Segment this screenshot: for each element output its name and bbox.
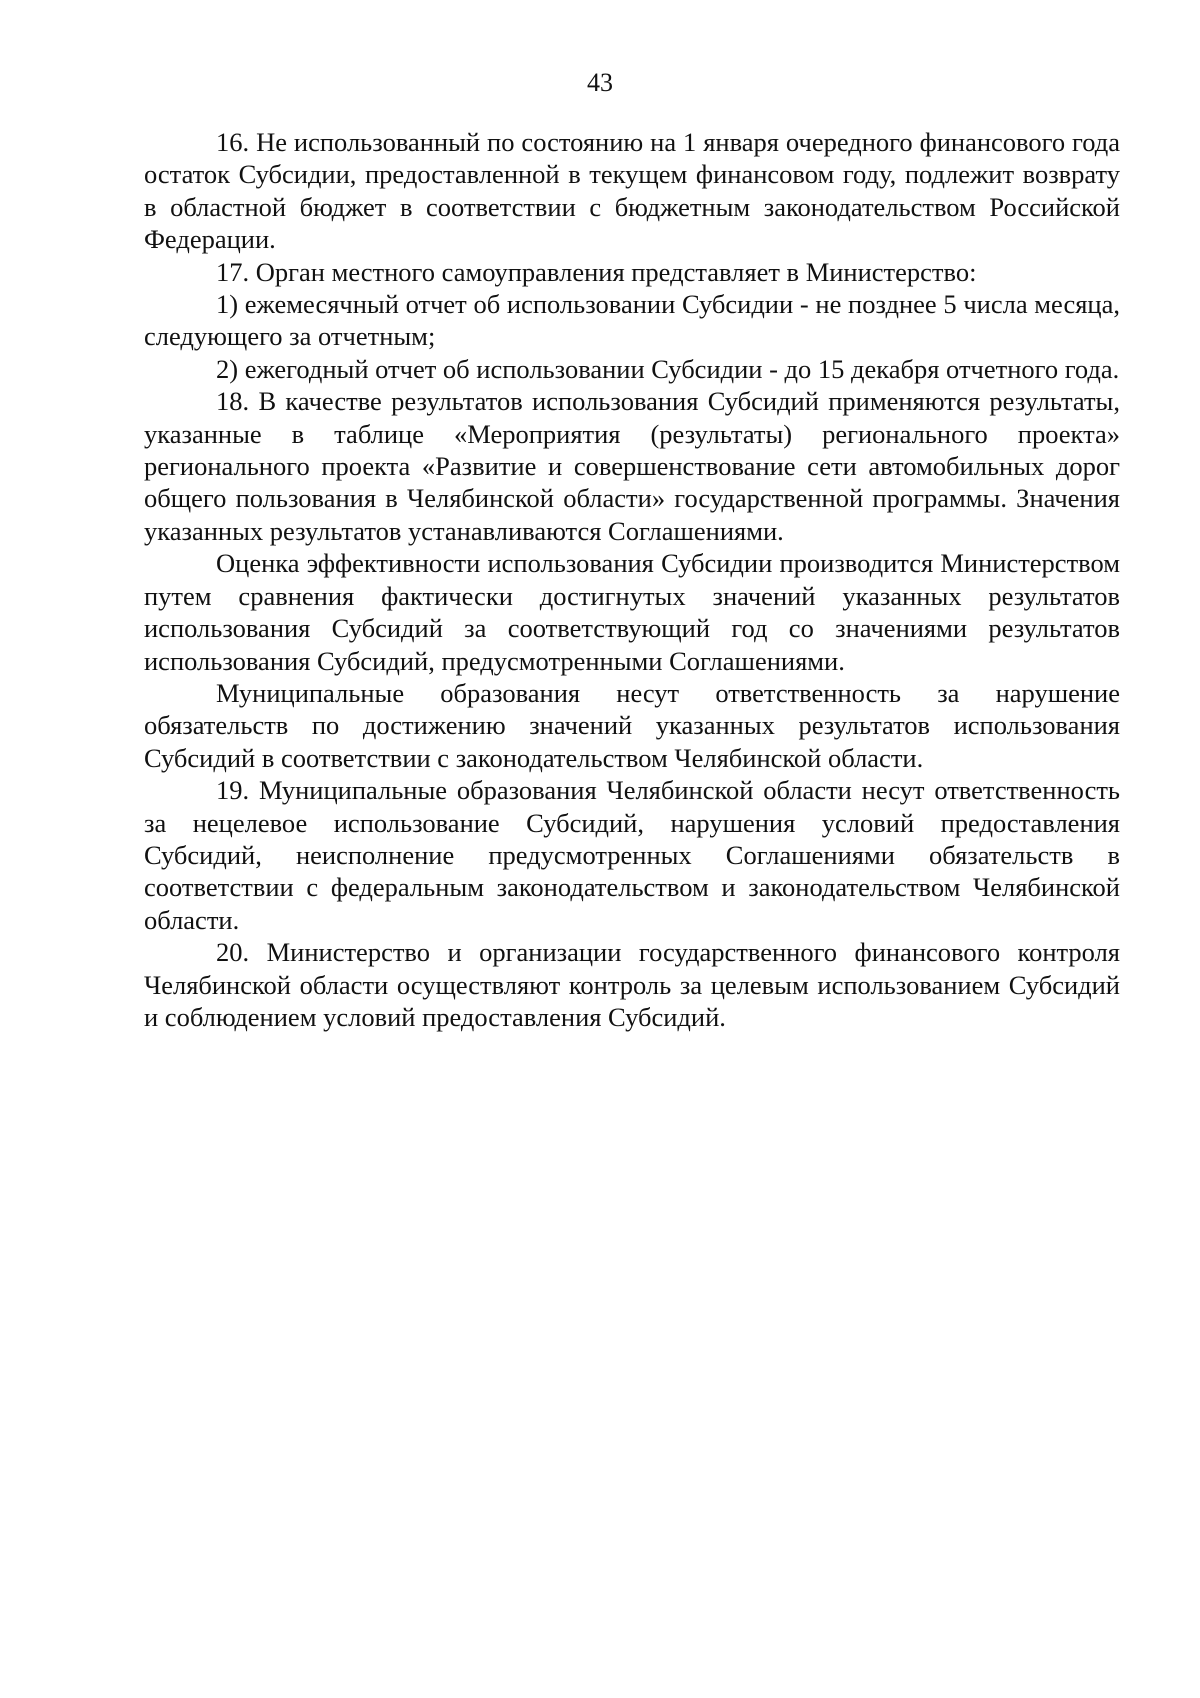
paragraph-19: 19. Муниципальные образования Челябинской области несут ответственность за нецелевое использование Субсидий, нарушения условий предоставления Субсидий, неисполнение предусмотренных Соглашениями обязательств в соответствии с федеральным законодательством и законодательством Челябинской области. bbox=[144, 775, 1120, 935]
paragraph-17-item-1: 1) ежемесячный отчет об использовании Субсидии - не позднее 5 числа месяца, следующего за отчетным; bbox=[144, 289, 1120, 352]
paragraph-18: 18. В качестве результатов использования Субсидий применяются результаты, указанные в таблице «Мероприятия (результаты) регионального проекта» регионального проекта «Развитие и совершенствование сети автомобильных дорог общего пользования в Челябинской области» государственной программы. Значения указанных результатов устанавливаются Соглашениями. bbox=[144, 386, 1120, 546]
paragraph-18-evaluation: Оценка эффективности использования Субсидии производится Министерством путем сравнения фактически достигнутых значений указанных результатов использования Субсидий за соответствующий год со значениями результатов использования Субсидий, предусмотренными Соглашениями. bbox=[144, 548, 1120, 676]
document-body bbox=[144, 126, 1120, 1033]
paragraph-16: 16. Не использованный по состоянию на 1 января очередного финансового года остаток Субсидии, предоставленной в текущем финансовом году, подлежит возврату в областной бюджет в соответствии с бюджетным законодательством Российской Федерации. bbox=[144, 127, 1120, 255]
paragraph-17: 17. Орган местного самоуправления представляет в Министерство: bbox=[216, 256, 977, 287]
page-number: 43 bbox=[587, 68, 613, 97]
paragraph-20: 20. Министерство и организации государственного финансового контроля Челябинской области осуществляют контроль за целевым использованием Субсидий и соблюдением условий предоставления Субсидий. bbox=[144, 937, 1120, 1032]
paragraph-17-item-2: 2) ежегодный отчет об использовании Субсидии - до 15 декабря отчетного года. bbox=[216, 353, 1120, 384]
paragraph-18-responsibility: Муниципальные образования несут ответственность за нарушение обязательств по достижению значений указанных результатов использования Субсидий в соответствии с законодательством Челябинской области. bbox=[144, 677, 1120, 773]
